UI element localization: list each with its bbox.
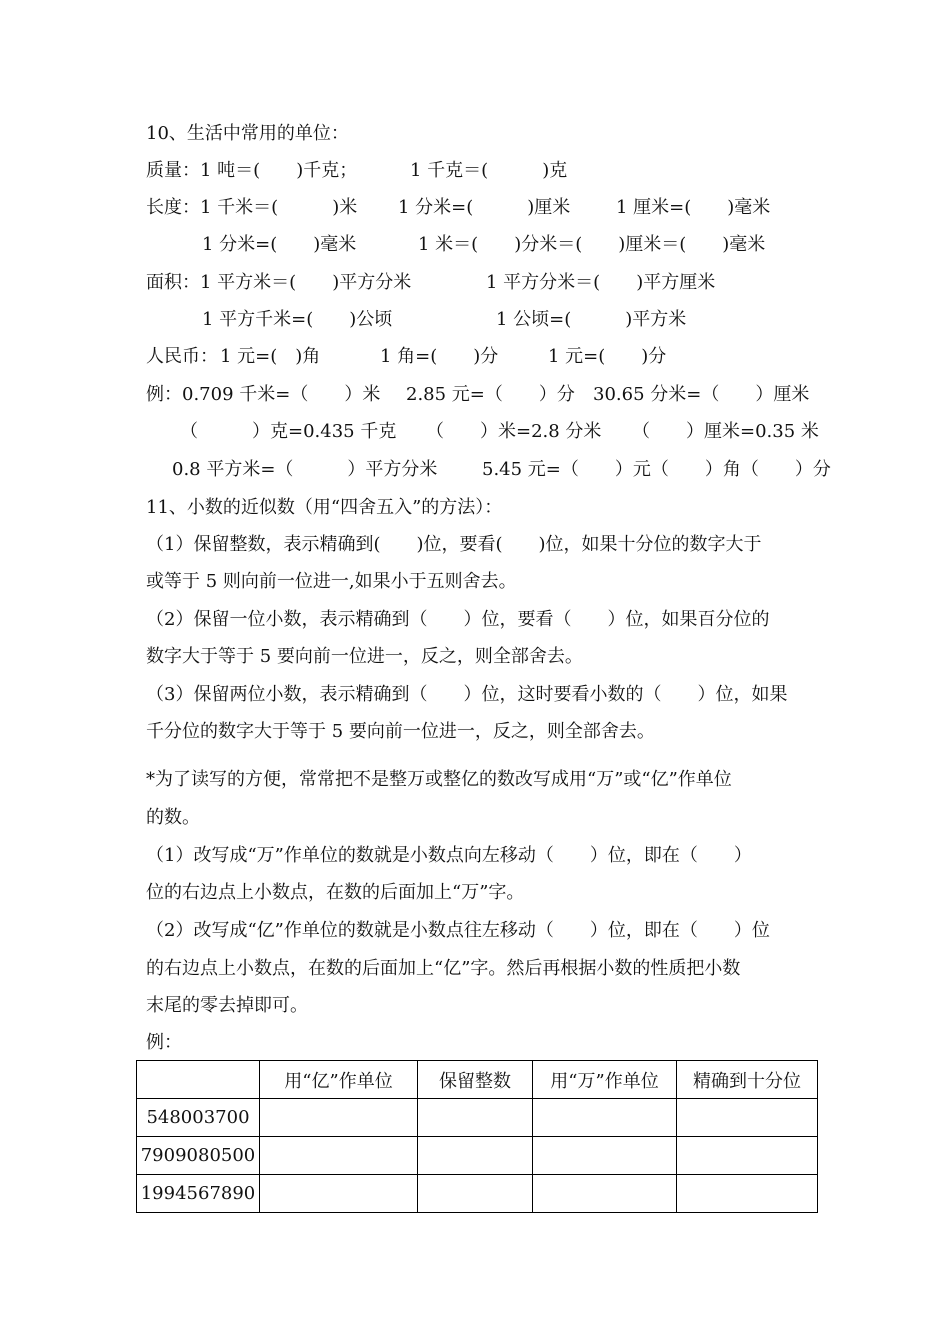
answer-cell[interactable] [260,1175,418,1213]
mass-ton-kg: 1 吨＝( )千克； [200,160,358,181]
header-yi-unit: 用“亿”作单位 [260,1061,418,1099]
table-row [137,1175,818,1213]
table-header-row [137,1061,818,1099]
example-yuan-split: 5.45 元=（ ）元（ ）角（ ）分 [482,459,831,480]
length-dm-cm: 1 分米=( )厘米 [398,197,571,218]
example-dm-cm: 30.65 分米=（ ）厘米 [593,384,810,405]
rmb-yuan-jiao: 1 元=( )角 [220,346,321,367]
area-label: 面积： [146,272,200,293]
length-cm-mm: 1 厘米=( )毫米 [616,197,771,218]
rule-3-line-2: 千分位的数字大于等于 5 要向前一位进一，反之，则全部舍去。 [146,721,655,742]
length-m-chain: 1 米＝( )分米＝( )厘米＝( )毫米 [418,234,766,255]
rule-1-line-2: 或等于 5 则向前一位进一,如果小于五则舍去。 [146,571,517,592]
section-11-title: 11、小数的近似数（用“四舍五入”的方法）： [146,497,503,518]
rewrite-intro-line-1: *为了读写的方便，常常把不是整万或整亿的数改写成用“万”或“亿”作单位 [146,769,732,790]
rewrite-yi-line-2: 的右边点上小数点，在数的后面加上“亿”字。然后再根据小数的性质把小数 [146,958,741,979]
rule-3-line-1: （3）保留两位小数，表示精确到（ ）位，这时要看小数的（ ）位，如果 [146,684,788,705]
area-km2-ha: 1 平方千米=( )公顷 [202,309,393,330]
rule-2-line-2: 数字大于等于 5 要向前一位进一，反之，则全部舍去。 [146,646,583,667]
mass-kg-g: 1 千克＝( )克 [410,160,568,181]
example-m-dm: （ ）米=2.8 分米 [426,421,602,442]
example-km-m: 0.709 千米=（ ）米 [182,384,381,405]
row-number: 1994567890 [137,1175,260,1213]
rmb-yuan-fen: 1 元=( )分 [548,346,667,367]
answer-cell[interactable] [418,1099,533,1137]
rewrite-wan-line-1: （1）改写成“万”作单位的数就是小数点向左移动（ ）位，即在（ ） [146,845,752,866]
answer-cell[interactable] [533,1137,677,1175]
answer-cell[interactable] [533,1099,677,1137]
row-number: 7909080500 [137,1137,260,1175]
length-label: 长度： [146,197,200,218]
answer-cell[interactable] [418,1175,533,1213]
table-row [137,1099,818,1137]
example-g-kg: （ ）克=0.435 千克 [180,421,397,442]
answer-cell[interactable] [677,1175,818,1213]
rule-2-line-1: （2）保留一位小数，表示精确到（ ）位，要看（ ）位，如果百分位的 [146,609,770,630]
section-10-title: 10、生活中常用的单位： [146,123,349,144]
rewrite-intro-line-2: 的数。 [146,807,200,828]
area-m2-dm2: 1 平方米＝( )平方分米 [200,272,412,293]
header-round-integer: 保留整数 [418,1061,533,1099]
rewrite-exercise-table [136,1060,818,1213]
answer-cell[interactable] [418,1137,533,1175]
header-wan-unit: 用“万”作单位 [533,1061,677,1099]
rewrite-yi-line-3: 末尾的零去掉即可。 [146,995,308,1016]
answer-cell[interactable] [677,1099,818,1137]
area-dm2-cm2: 1 平方分米＝( )平方厘米 [486,272,716,293]
rule-1-line-1: （1）保留整数，表示精确到( )位，要看( )位，如果十分位的数字大于 [146,534,762,555]
length-dm-mm: 1 分米=( )毫米 [202,234,357,255]
example-label: 例： [146,384,182,405]
rmb-jiao-fen: 1 角=( )分 [380,346,499,367]
header-blank [137,1061,260,1099]
example-m2-dm2: 0.8 平方米=（ ）平方分米 [172,459,438,480]
example-cm-m: （ ）厘米=0.35 米 [632,421,819,442]
table-row [137,1137,818,1175]
example-yuan-fen: 2.85 元=（ ）分 [406,384,575,405]
rewrite-wan-line-2: 位的右边点上小数点，在数的后面加上“万”字。 [146,882,525,903]
length-km-m: 1 千米＝( )米 [200,197,358,218]
header-tenths: 精确到十分位 [677,1061,818,1099]
answer-cell[interactable] [533,1175,677,1213]
area-ha-m2: 1 公顷=( )平方米 [496,309,687,330]
rmb-label: 人民币： [146,346,218,367]
row-number: 548003700 [137,1099,260,1137]
answer-cell[interactable] [677,1137,818,1175]
mass-label: 质量： [146,160,200,181]
answer-cell[interactable] [260,1099,418,1137]
answer-cell[interactable] [260,1137,418,1175]
rewrite-yi-line-1: （2）改写成“亿”作单位的数就是小数点往左移动（ ）位，即在（ ）位 [146,920,770,941]
table-example-label: 例： [146,1032,182,1053]
